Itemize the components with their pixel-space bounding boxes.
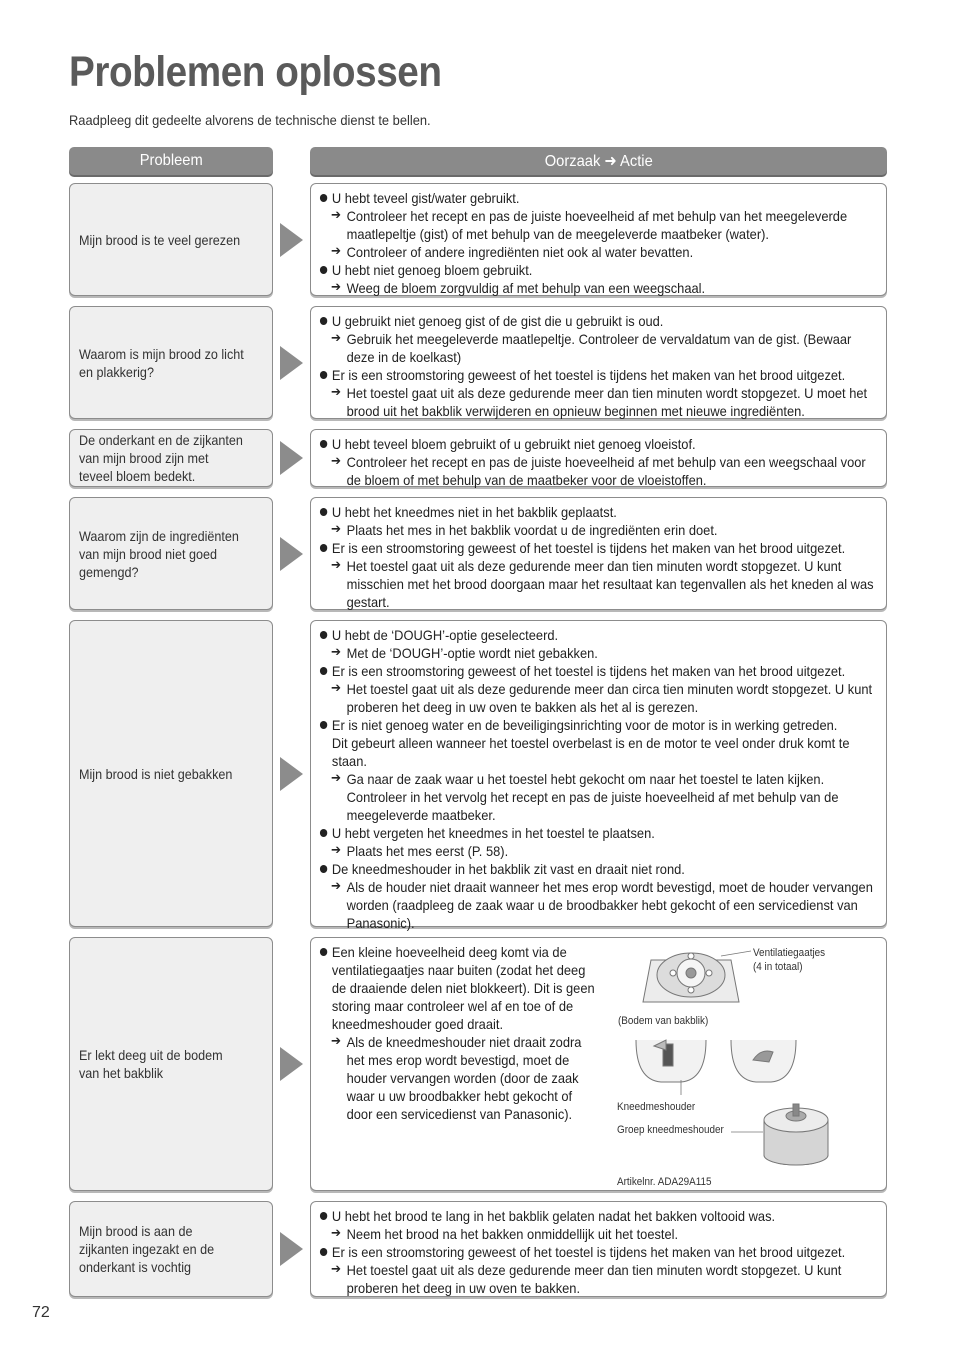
problem-cell: [69, 306, 273, 419]
cause-item: U hebt teveel gist/water gebruikt.: [319, 189, 877, 207]
table-row: [0, 306, 954, 419]
problem-text: Mijn brood is te veel gerezen: [79, 231, 241, 248]
pan-bottom-graphic: [643, 953, 739, 1002]
problem-text: Waarom is mijn brood zo licht en plakkerig?: [79, 345, 244, 380]
page-subtitle: Raadpleeg dit gedeelte alvorens de technische dienst te bellen.: [69, 112, 431, 128]
cause-item: U gebruikt niet genoeg gist of de gist die u gebruikt is oud.: [319, 312, 877, 330]
vent-count-label: (4 in totaal): [753, 961, 803, 973]
problem-cell: [69, 620, 273, 927]
arrow-right-icon: [280, 1232, 303, 1266]
problem-cell: [69, 183, 273, 296]
problem-cell: [69, 429, 273, 487]
problem-text: Mijn brood is niet gebakken: [79, 765, 233, 782]
table-row: [0, 429, 954, 487]
problem-text: Er lekt deeg uit de bodem van het bakblik: [79, 1047, 223, 1081]
action-item: ➔ Plaats het mes in het bakblik voordat u de ingrediënten erin doet.: [319, 521, 877, 539]
cause-action-cell: [310, 620, 887, 931]
note-item: Dit gebeurt alleen wanneer het toestel overbelast is en de motor te veel onder druk komt te staan.: [331, 735, 850, 769]
problem-text: De onderkant en de zijkanten van mijn brood zijn met teveel bloem bedekt.: [79, 432, 243, 484]
action-item: ➔ Ga naar de zaak waar u het toestel hebt gekocht om naar het toestel te laten kijken. Controleer in het vervolg het recept en pas de juiste hoeveelheid af met behulp van de meegeleverde maatbeker.: [319, 770, 877, 824]
cause-item: Er is niet genoeg water en de beveiligingsinrichting voor de motor is in werking getreden.: [319, 716, 877, 734]
action-item: ➔ Het toestel gaat uit als deze gedurende meer dan tien minuten wordt stopgezet. U kunt proberen het deeg in uw oven te bakken.: [319, 1261, 877, 1297]
kneading-holder-illustration: [611, 940, 871, 1185]
cause-item: U hebt niet genoeg bloem gebruikt.: [319, 261, 877, 279]
arrow-right-icon: [280, 757, 303, 791]
table-row: [0, 183, 954, 296]
problem-text: Waarom zijn de ingrediënten van mijn brood niet goed gemengd?: [79, 527, 239, 580]
table-row: [0, 620, 954, 931]
action-item: ➔ Als de kneedmeshouder niet draait zodra het mes erop wordt bevestigd, moet de houder vervangen worden (door de zaak waar u uw broodbakker hebt gekocht of door een servicedienst van Panasonic).: [319, 1033, 595, 1123]
cause-item: Een kleine hoeveelheid deeg komt via de ventilatiegaatjes naar buiten (zodat het deeg de draaiende delen niet blokkeert). Dit is geen storing maar controleer wel af en toe of de kneedmeshouder goed draait.: [319, 943, 595, 1033]
problem-text: Mijn brood is aan de zijkanten ingezakt en de onderkant is vochtig: [79, 1223, 215, 1275]
cause-action-cell: [310, 429, 887, 487]
arrow-right-icon: [280, 346, 303, 380]
holder-label: Kneedmeshouder: [617, 1101, 696, 1113]
cause-item: U hebt het kneedmes niet in het bakblik geplaatst.: [319, 503, 877, 521]
arrow-right-icon: [280, 223, 303, 257]
problem-cell: [69, 497, 273, 610]
page-number: 72: [32, 1304, 50, 1321]
action-item: ➔ Weeg de bloem zorgvuldig af met behulp van een weegschaal.: [319, 279, 877, 297]
action-item: ➔ Het toestel gaat uit als deze gedurende meer dan tien minuten wordt stopgezet. U moet het brood uit het bakblik verwijderen en opnieuw beginnen met nieuwe ingrediënten.: [319, 384, 877, 420]
arrow-right-icon: [280, 441, 303, 475]
arrow-right-icon: [280, 1047, 303, 1081]
cause-item: U hebt teveel bloem gebruikt of u gebruikt niet genoeg vloeistof.: [319, 435, 877, 453]
action-item: ➔ Gebruik het meegeleverde maatlepeltje. Controleer de vervaldatum van de gist. (Bewaar deze in de koelkast): [319, 330, 877, 366]
holder-group-graphic: [764, 1104, 828, 1165]
action-item: ➔ Plaats het mes eerst (P. 58).: [319, 842, 877, 860]
cause-item: Er is een stroomstoring geweest of het toestel is tijdens het maken van het brood uitgezet.: [319, 662, 877, 680]
header-cause-action: Oorzaak ➜ Actie: [310, 147, 887, 175]
cause-item: U hebt het brood te lang in het bakblik gelaten nadat het bakken voltooid was.: [319, 1207, 877, 1225]
arrow-right-icon: [280, 537, 303, 571]
action-item: ➔ Met de ‘DOUGH’-optie wordt niet gebakken.: [319, 644, 877, 662]
header-problem: Probleem: [69, 147, 273, 175]
cause-action-cell: [310, 937, 887, 1191]
cause-action-cell: [310, 183, 887, 296]
cause-action-cell: [310, 1201, 887, 1297]
page-title: Problemen oplossen: [69, 48, 442, 96]
cause-item: Er is een stroomstoring geweest of het toestel is tijdens het maken van het brood uitgezet.: [319, 1243, 877, 1261]
action-item: ➔ Controleer het recept en pas de juiste hoeveelheid af met behulp van het meegeleverde maatlepeltje (gist) of met behulp van de meegeleverde maatbeker (water).: [319, 207, 877, 243]
action-item: ➔ Het toestel gaat uit als deze gedurende meer dan tien minuten wordt stopgezet. U kunt misschien met het brood doorgaan maar het resultaat kan tegenvallen als het kneden al was gestart.: [319, 557, 877, 611]
vent-holes-label: Ventilatiegaatjes: [753, 947, 826, 959]
action-item: ➔ Het toestel gaat uit als deze gedurende meer dan circa tien minuten wordt stopgezet. U kunt proberen het deeg in uw oven te bakken als het al is gerezen.: [319, 680, 877, 716]
table-row: [0, 497, 954, 610]
holder-group-label: Groep kneedmeshouder: [617, 1124, 724, 1136]
action-item: ➔ Controleer het recept en pas de juiste hoeveelheid af met behulp van een weegschaal voor de bloem of met behulp van de maatbeker voor de vloeistoffen.: [319, 453, 877, 489]
action-item: ➔ Neem het brood na het bakken onmiddellijk uit het toestel.: [319, 1225, 877, 1243]
cause-action-cell: [310, 306, 887, 419]
cause-item: Er is een stroomstoring geweest of het toestel is tijdens het maken van het brood uitgezet.: [319, 539, 877, 557]
cause-item: De kneedmeshouder in het bakblik zit vast en draait niet rond.: [319, 860, 877, 878]
cause-action-cell: [310, 497, 887, 610]
part-number-label: Artikelnr. ADA29A115: [617, 1176, 712, 1188]
cause-item: U hebt de ‘DOUGH’-optie geselecteerd.: [319, 626, 877, 644]
action-item: ➔ Controleer of andere ingrediënten niet ook al water bevatten.: [319, 243, 877, 261]
table-row: [0, 1201, 954, 1297]
pan-bottom-label: (Bodem van bakblik): [618, 1015, 709, 1027]
cause-item: Er is een stroomstoring geweest of het toestel is tijdens het maken van het brood uitgezet.: [319, 366, 877, 384]
holder-detail-graphic: [636, 1040, 796, 1082]
action-item: ➔ Als de houder niet draait wanneer het mes erop wordt bevestigd, moet de houder vervangen worden (raadpleeg de zaak waar u de broodbakker hebt gekocht of een servicedienst van Panasonic).: [319, 878, 877, 932]
cause-item: U hebt vergeten het kneedmes in het toestel te plaatsen.: [319, 824, 877, 842]
problem-cell: [69, 937, 273, 1191]
problem-cell: [69, 1201, 273, 1297]
table-row: [0, 937, 954, 1191]
